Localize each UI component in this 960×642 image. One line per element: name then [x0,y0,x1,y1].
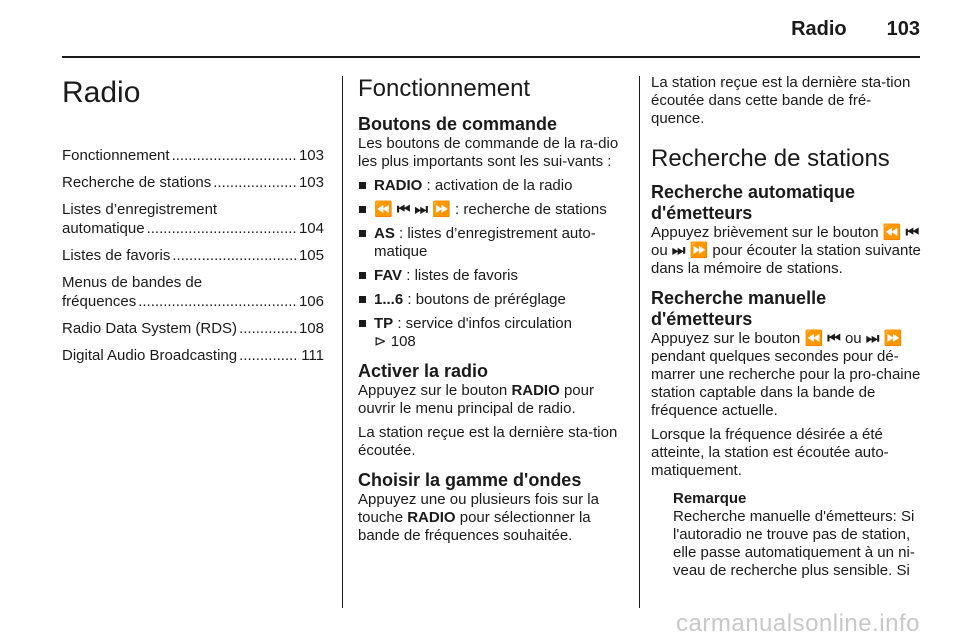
search-column [651,74,921,586]
button-list-item [358,291,626,309]
toc-entry[interactable] [62,246,324,265]
toc-list [62,146,326,365]
toc-leader-dots [138,292,297,311]
toc-leader-dots [172,246,297,265]
button-description: : boutons de préréglage [403,291,566,308]
button-key-label: TP [374,315,394,332]
seek-back-icon: ⏪ ⏮ [804,330,841,347]
heading-manual-search: Recherche manuelle d'émetteurs [651,288,827,329]
watermark: carmanualsonline.info [676,610,920,637]
header-page-number: 103 [886,18,920,40]
toc-entry-title: Recherche de stations [62,174,212,191]
toc-leader-dots [147,219,297,238]
section-title-recherche: Recherche de stations [651,145,890,172]
note-block [651,490,921,580]
toc-entry-title: fréquences [62,293,137,310]
boutons-intro: Les boutons de commande de la ra-dio les plus importants sont les sui-vants : [358,135,619,170]
toc-entry-title: Listes d’enregistrement [62,201,218,218]
button-description: : listes de favoris [402,267,518,284]
column-divider-1 [342,76,343,608]
header-rule [62,56,920,58]
toc-page-number: 103 [298,174,324,191]
chapter-title: Radio [62,76,141,109]
auto-search-section [651,182,921,278]
auto-search-paragraph: Appuyez brièvement sur le bouton ⏪ ⏮ ou ⏭ ⏩ pour écouter la station suivante dans la mémoire de stations. [651,224,921,277]
toc-page-number: 105 [298,247,324,264]
manual-search-paragraph: Appuyez sur le bouton ⏪ ⏮ ou ⏭ ⏩ pendant quelques secondes pour dé-marrer une recherche pour la pro-chaine station captable dans la bande de fréquence actuelle. [651,330,921,419]
section-title-fonctionnement: Fonctionnement [358,75,531,102]
button-key-label: AS [374,225,395,242]
heading-activer: Activer la radio [358,361,489,381]
toc-entry[interactable] [62,173,324,192]
toc-page-number: 108 [298,320,324,337]
note-title: Remarque [673,490,747,507]
button-key-label: ⏪ ⏮ ⏭ ⏩ [374,201,451,218]
toc-leader-dots [239,346,299,365]
toc-leader-dots [239,319,297,338]
page-header [791,18,920,41]
button-list-item [358,267,626,285]
heading-gamme: Choisir la gamme d'ondes [358,470,582,490]
activer-paragraph-2: La station reçue est la dernière sta-tion écoutée. [358,424,618,459]
toc-page-number: 106 [298,293,324,310]
toc-entry-title: Radio Data System (RDS) [62,320,238,337]
toc-entry[interactable] [62,146,324,165]
toc-page-number: 104 [298,220,324,237]
activer-section [358,361,626,460]
toc-page-number: 111 [301,347,324,364]
button-description: : recherche de stations [450,201,607,218]
button-list-item [358,201,626,219]
heading-boutons: Boutons de commande [358,114,558,134]
note-text: Recherche manuelle d'émetteurs: Si l'autoradio ne trouve pas de station, elle passe automatiquement à un ni-veau de recherche plus sensible. Si [673,508,915,579]
button-key-label: FAV [374,267,403,284]
toc-entry[interactable] [62,319,324,338]
toc-column [62,74,326,373]
heading-auto-search: Recherche automatique d'émetteurs [651,182,856,223]
button-list-item [358,177,626,195]
toc-entry-title: Listes de favoris [62,247,171,264]
manual-search-section [651,288,921,480]
button-description: : listes d’enregistrement auto-matique [374,225,596,260]
toc-entry[interactable] [62,273,324,311]
button-list-item [358,315,626,351]
seek-forward-icon: ⏭ ⏩ [865,330,903,347]
toc-entry[interactable] [62,200,324,238]
toc-entry-title: Fonctionnement [62,147,170,164]
toc-leader-dots [213,173,297,192]
activer-paragraph-1: Appuyez sur le bouton RADIO pour ouvrir le menu principal de radio. [358,382,594,417]
toc-entry-title: Digital Audio Broadcasting [62,347,238,364]
toc-leader-dots [172,146,297,165]
gamme-paragraph: Appuyez une ou plusieurs fois sur la touche RADIO pour sélectionner la bande de fréquences souhaitée. [358,491,599,544]
col3-intro: La station reçue est la dernière sta-tion écoutée dans cette bande de fré-quence. [651,74,911,127]
button-key-label: RADIO [374,177,423,194]
header-section: Radio [791,18,847,40]
button-description: : service d'infos circulation [393,315,572,332]
boutons-section [358,114,626,351]
button-key-label: 1...6 [374,291,404,308]
toc-entry[interactable] [62,346,324,365]
button-description: : activation de la radio [422,177,573,194]
gamme-section [358,470,626,545]
operation-column [358,74,626,555]
toc-page-number: 103 [298,147,324,164]
button-list-item [358,225,626,261]
toc-entry-title: automatique [62,220,145,237]
page-reference: ⊳ 108 [374,333,416,350]
column-divider-2 [639,76,640,608]
button-list [358,177,626,351]
seek-back-icon: ⏪ ⏮ [882,224,920,241]
manual-search-paragraph-2: Lorsque la fréquence désirée a été atteinte, la station est écoutée auto-matiquement. [651,426,889,479]
toc-entry-title: Menus de bandes de [62,274,203,291]
seek-forward-icon: ⏭ ⏩ [671,242,709,259]
